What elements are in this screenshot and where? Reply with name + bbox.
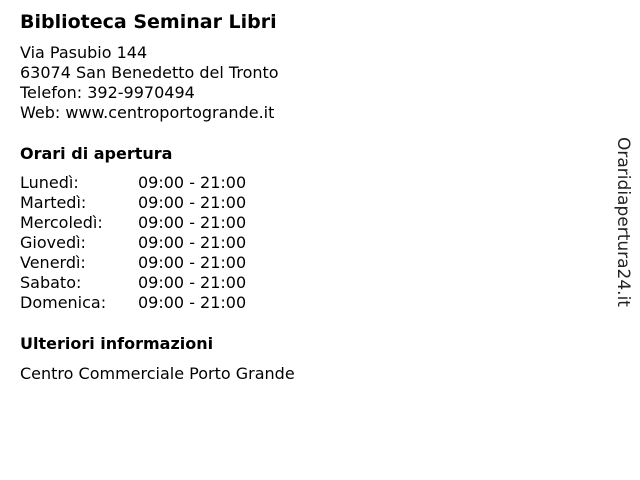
day-label: Giovedì: [20, 233, 86, 252]
time-range: 09:00 - 21:00 [138, 173, 247, 192]
day-label: Venerdì: [20, 253, 86, 272]
further-info-text: Centro Commerciale Porto Grande [20, 364, 295, 383]
day-label: Domenica: [20, 293, 107, 312]
time-range: 09:00 - 21:00 [138, 233, 247, 252]
day-label: Mercoledì: [20, 213, 103, 232]
phone-number: Telefon: 392-9970494 [20, 83, 195, 102]
time-range: 09:00 - 21:00 [138, 213, 247, 232]
brand-watermark: Oraridiapertura24.it [613, 137, 633, 307]
time-range: 09:00 - 21:00 [138, 273, 247, 292]
day-label: Sabato: [20, 273, 82, 292]
day-label: Lunedì: [20, 173, 79, 192]
further-info-heading: Ulteriori informazioni [20, 334, 214, 353]
time-range: 09:00 - 21:00 [138, 253, 247, 272]
opening-hours-heading: Orari di apertura [20, 144, 173, 163]
address-block [20, 43, 279, 123]
day-label: Martedì: [20, 193, 87, 212]
time-range: 09:00 - 21:00 [138, 193, 247, 212]
time-range: 09:00 - 21:00 [138, 293, 247, 312]
street-address: Via Pasubio 144 [20, 43, 148, 62]
website: Web: www.centroportogrande.it [20, 103, 275, 122]
page-title: Biblioteca Seminar Libri [20, 11, 277, 33]
city-address: 63074 San Benedetto del Tronto [20, 63, 279, 82]
